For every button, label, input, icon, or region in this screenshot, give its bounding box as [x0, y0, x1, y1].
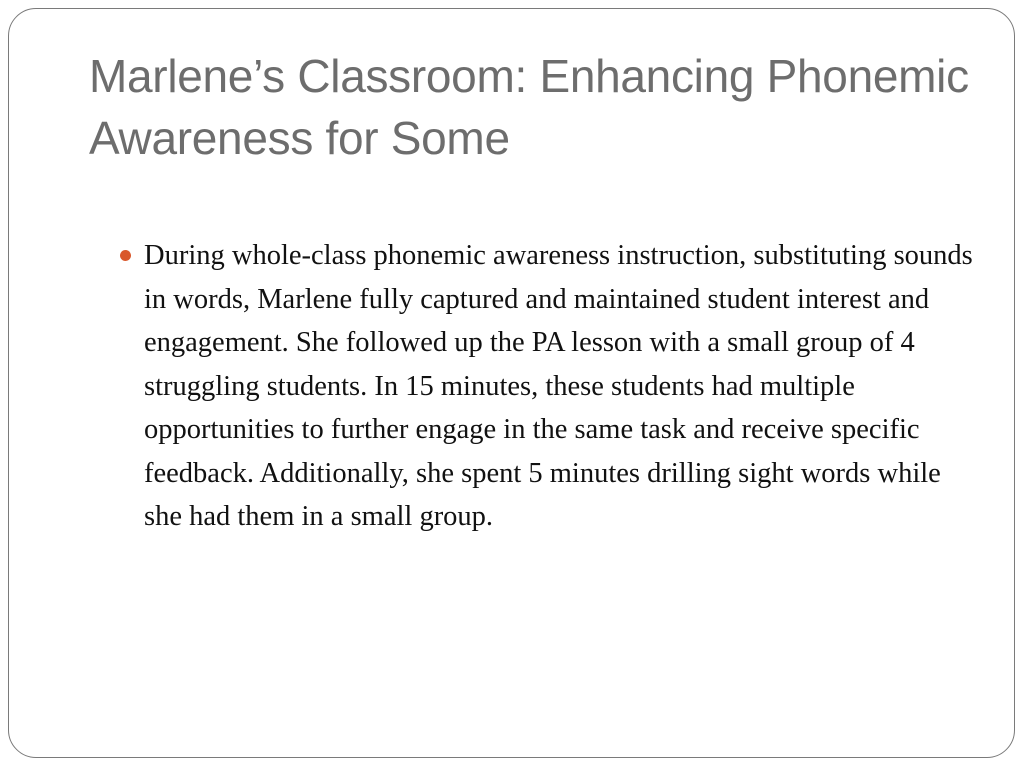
bullet-text: During whole-class phonemic awareness instruction, substituting sounds in words, Marlene fully captured and maintained student interest and engagement. She followed up the PA lesson with a small group of 4 struggling students. In 15 minutes, these students had multiple opportunities to further engage in the same task and receive specific feedback. Additionally, she spent 5 minutes drilling sight words while she had them in a small group. [144, 240, 973, 532]
bullet-item [116, 234, 976, 539]
bullet-list [116, 234, 976, 539]
bullet-dot-icon [120, 250, 131, 261]
slide-title: Marlene’s Classroom: Enhancing Phonemic Awareness for Some [89, 50, 969, 164]
slide-frame [8, 8, 1015, 758]
